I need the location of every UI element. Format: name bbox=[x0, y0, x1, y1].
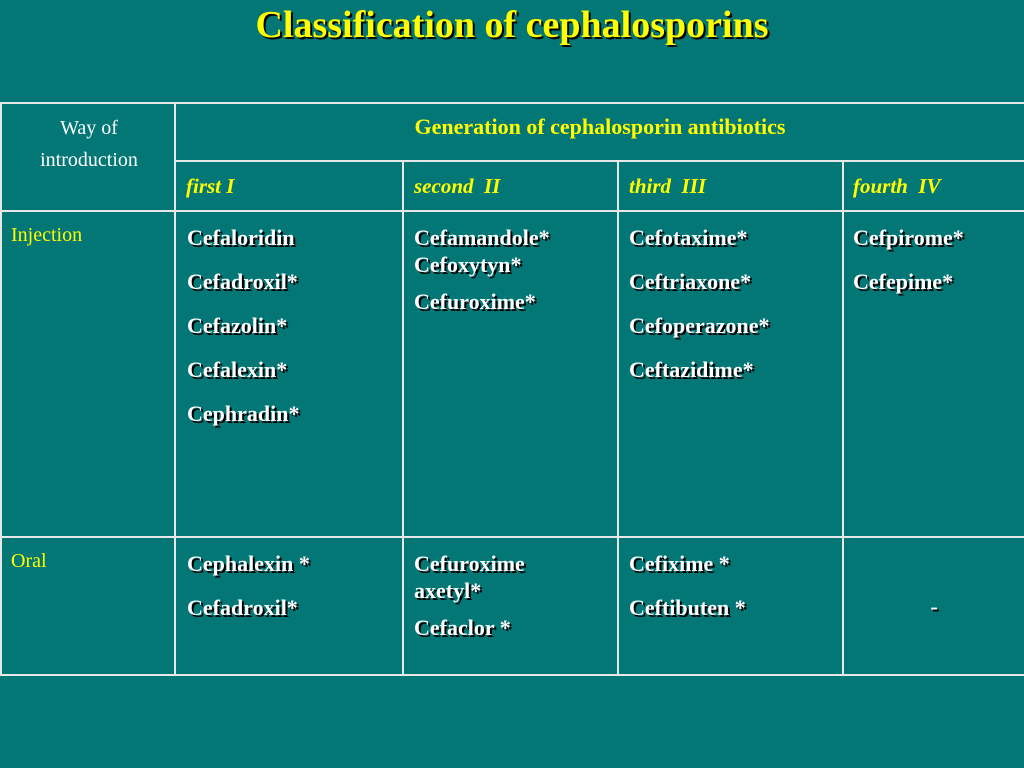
generation-second-header: second II bbox=[414, 174, 501, 198]
grid-line bbox=[0, 536, 1024, 538]
generation-header: Generation of cephalosporin antibiotics bbox=[414, 114, 786, 139]
injection-second-gen-list bbox=[414, 224, 612, 332]
drug-item: Ceftibuten * bbox=[629, 595, 746, 620]
way-of-introduction-header: Way of introduction bbox=[40, 117, 138, 171]
grid-line bbox=[0, 102, 1024, 104]
injection-third-gen-list bbox=[629, 224, 839, 400]
drug-item: Cephalexin * bbox=[187, 551, 310, 576]
generation-first-header: first I bbox=[186, 174, 235, 198]
drug-item: Cefotaxime* bbox=[629, 225, 748, 250]
grid-line bbox=[0, 210, 1024, 212]
classification-table bbox=[0, 102, 1024, 676]
generation-third-header: third III bbox=[629, 174, 707, 198]
route-oral-label: Oral bbox=[11, 550, 47, 572]
drug-item: Cefuroxime axetyl* bbox=[414, 551, 525, 603]
grid-line bbox=[617, 160, 619, 676]
grid-line bbox=[174, 102, 176, 676]
drug-item: Cefadroxil* bbox=[187, 595, 298, 620]
grid-line bbox=[0, 674, 1024, 676]
injection-fourth-gen-list bbox=[853, 224, 1021, 312]
route-injection-label: Injection bbox=[11, 224, 83, 246]
drug-item: Cefpirome* bbox=[853, 225, 964, 250]
drug-item: Cefoperazone* bbox=[629, 313, 770, 338]
drug-item: Cefazolin* bbox=[187, 313, 288, 338]
grid-line bbox=[402, 160, 404, 676]
grid-line bbox=[174, 160, 1024, 162]
generation-fourth-header: fourth IV bbox=[853, 174, 941, 198]
oral-fourth-gen-empty-marker: - bbox=[930, 594, 938, 619]
oral-first-gen-list bbox=[187, 550, 397, 638]
drug-item: Cefixime * bbox=[629, 551, 730, 576]
drug-item: Cefalexin* bbox=[187, 357, 288, 382]
slide-title: Classification of cephalosporins bbox=[255, 4, 769, 46]
drug-item: Cephradin* bbox=[187, 401, 300, 426]
drug-item: Cefamandole* Cefoxytyn* bbox=[414, 225, 550, 277]
injection-first-gen-list bbox=[187, 224, 397, 444]
drug-item: Cefaloridin bbox=[187, 225, 295, 250]
drug-item: Cefadroxil* bbox=[187, 269, 298, 294]
drug-item: Cefepime* bbox=[853, 269, 954, 294]
grid-line bbox=[0, 102, 2, 676]
oral-third-gen-list bbox=[629, 550, 839, 638]
drug-item: Cefuroxime* bbox=[414, 289, 536, 314]
drug-item: Cefaclor * bbox=[414, 615, 511, 640]
drug-item: Ceftazidime* bbox=[629, 357, 754, 382]
drug-item: Ceftriaxone* bbox=[629, 269, 752, 294]
oral-second-gen-list bbox=[414, 550, 584, 658]
